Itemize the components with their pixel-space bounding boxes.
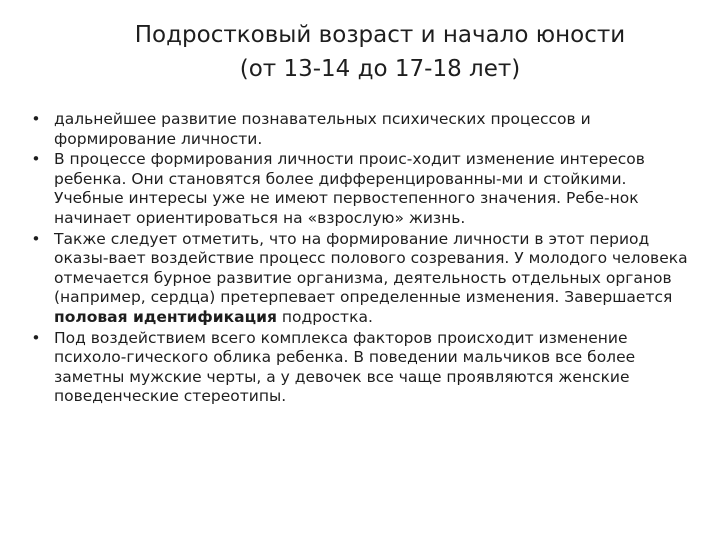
bullet-icon: • <box>31 328 41 347</box>
bullet-text-before: Также следует отметить, что на формирование личности в этот период оказы-вает воздействие процесс полового созревания. У молодого человека отмечается бурное развитие организма, деятельность отдельных органов (например, сердца) претерпевает определенные изменения. Завершается <box>54 229 688 307</box>
slide-title <box>40 18 720 86</box>
bullet-item-2 <box>28 150 696 228</box>
bullet-text: В процессе формирования личности проис-ходит изменение интересов ребенка. Они становятся более дифференцированны-ми и стойкими. Учебные интересы уже не имеют первостепенного значения. Ребе-нок начинает ориентироваться на «взрослую» жизнь. <box>54 150 645 227</box>
title-line-2: (от 13-14 до 17-18 лет) <box>239 56 521 82</box>
bullet-item-3 <box>28 230 696 328</box>
bullet-text-bold: половая идентификация <box>54 307 277 326</box>
bullet-item-1 <box>28 110 696 149</box>
title-line-1: Подростковый возраст и начало юности <box>134 22 626 48</box>
bullet-icon: • <box>31 150 41 169</box>
bullet-text: Под воздействием всего комплекса факторов происходит изменение психоло-гического облика ребенка. В поведении мальчиков все более заметны мужские черты, а у девочек все чаще проявляются женские поведенческие стереотипы. <box>54 328 636 406</box>
bullet-text-after: подростка. <box>276 307 373 326</box>
bullet-icon: • <box>31 229 41 248</box>
bullet-text: дальнейшее развитие познавательных психических процессов и формирование личности. <box>54 110 591 148</box>
bullet-list <box>28 110 696 408</box>
bullet-icon: • <box>31 110 41 128</box>
bullet-item-4 <box>28 329 696 407</box>
